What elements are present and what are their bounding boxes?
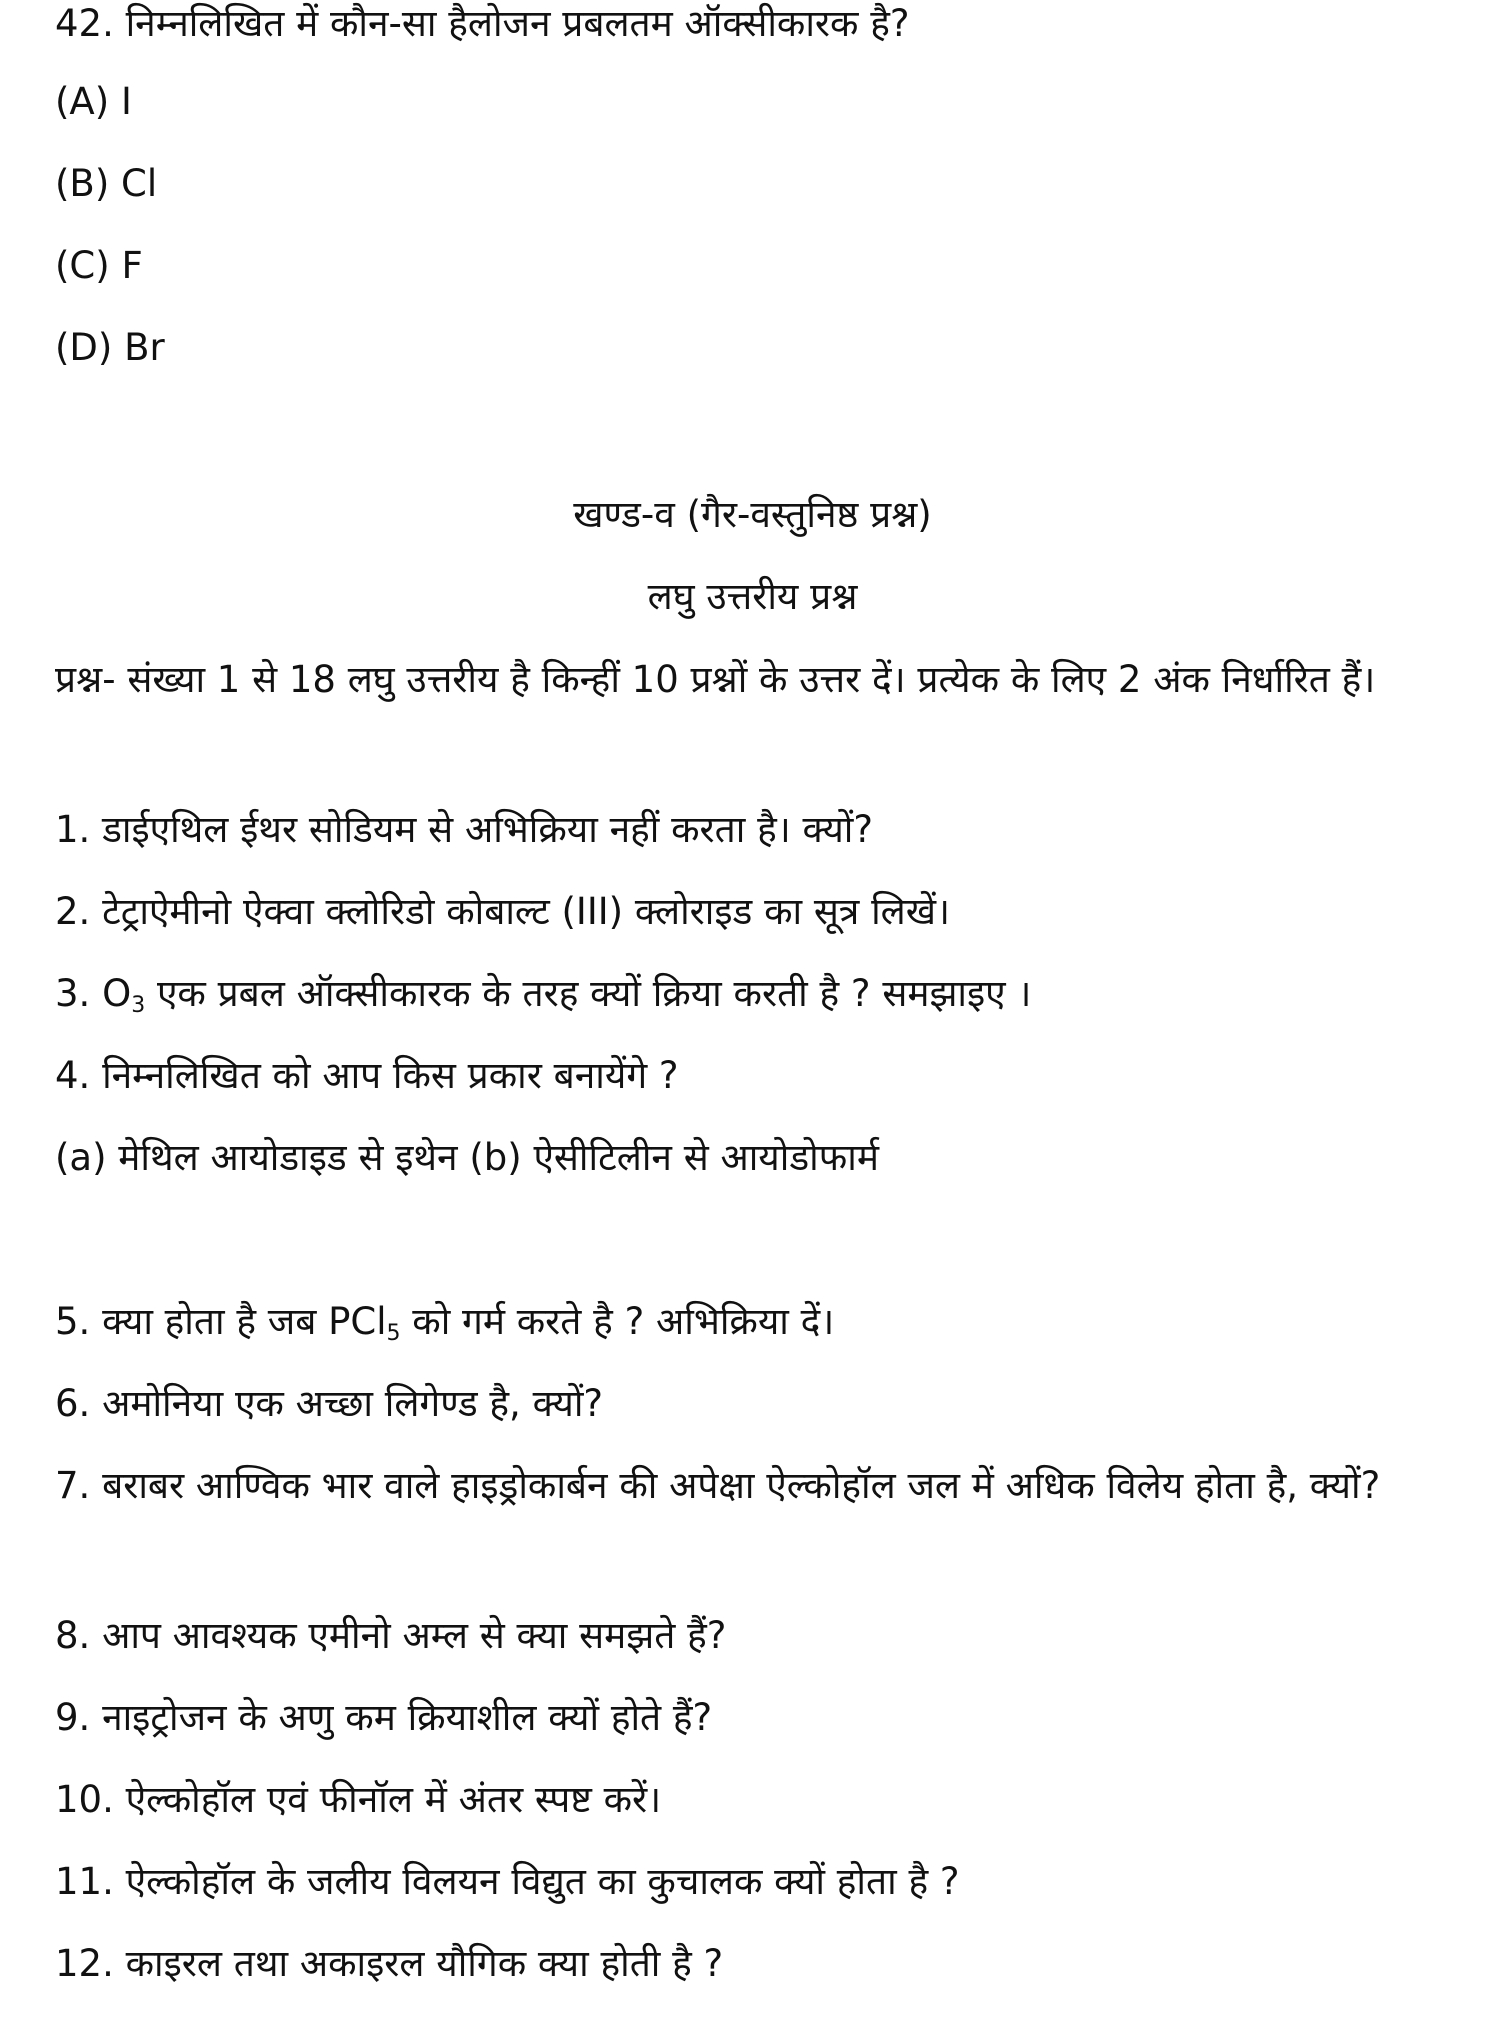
- option-d: (D) Br: [55, 326, 165, 369]
- question-5-start: 5. क्या होता है जब PCl: [55, 1300, 387, 1343]
- question-8: 8. आप आवश्यक एमीनो अम्ल से क्या समझते हैं?: [55, 1614, 727, 1657]
- question-3-subscript: 3: [131, 993, 146, 1018]
- question-2: 2. टेट्राऐमीनो ऐक्वा क्लोरिडो कोबाल्ट (III) क्लोराइड का सूत्र लिखें।: [55, 890, 951, 933]
- question-7: 7. बराबर आण्विक भार वाले हाइड्रोकार्बन की अपेक्षा ऐल्कोहॉल जल में अधिक विलेय होता है, क्यों?: [55, 1464, 1381, 1507]
- question-3-end: एक प्रबल ऑक्सीकारक के तरह क्यों क्रिया करती है ? समझाइए ।: [145, 972, 1032, 1015]
- section-heading: खण्ड-व (गैर-वस्तुनिष्ठ प्रश्न): [573, 493, 932, 536]
- question-3-start: 3. O: [55, 972, 132, 1015]
- question-4-parts: (a) मेथिल आयोडाइड से इथेन (b) ऐसीटिलीन से आयोडोफार्म: [55, 1136, 879, 1179]
- question-9: 9. नाइट्रोजन के अणु कम क्रियाशील क्यों होते हैं?: [55, 1696, 713, 1739]
- question-4: 4. निम्नलिखित को आप किस प्रकार बनायेंगे ?: [55, 1054, 679, 1097]
- option-a: (A) I: [55, 80, 132, 123]
- option-c: (C) F: [55, 244, 143, 287]
- section-subheading: लघु उत्तरीय प्रश्न: [647, 575, 858, 618]
- question-11: 11. ऐल्कोहॉल के जलीय विलयन विद्युत का कुचालक क्यों होता है ?: [55, 1860, 960, 1903]
- question-42: 42. निम्नलिखित में कौन-सा हैलोजन प्रबलतम ऑक्सीकारक है?: [55, 2, 910, 45]
- question-1: 1. डाईएथिल ईथर सोडियम से अभिक्रिया नहीं करता है। क्यों?: [55, 808, 874, 851]
- question-5-subscript: 5: [386, 1321, 401, 1346]
- option-b: (B) Cl: [55, 162, 158, 205]
- question-10: 10. ऐल्कोहॉल एवं फीनॉल में अंतर स्पष्ट करें।: [55, 1778, 662, 1821]
- question-12: 12. काइरल तथा अकाइरल यौगिक क्या होती है ?: [55, 1942, 724, 1985]
- section-instruction: प्रश्न- संख्या 1 से 18 लघु उत्तरीय है किन्हीं 10 प्रश्नों के उत्तर दें। प्रत्येक के लिए 2 अंक निर्धारित हैं।: [55, 658, 1376, 701]
- question-6: 6. अमोनिया एक अच्छा लिगेण्ड है, क्यों?: [55, 1382, 604, 1425]
- question-3: [55, 972, 1031, 1016]
- question-5-end: को गर्म करते है ? अभिक्रिया दें।: [400, 1300, 835, 1343]
- question-5: [55, 1300, 834, 1344]
